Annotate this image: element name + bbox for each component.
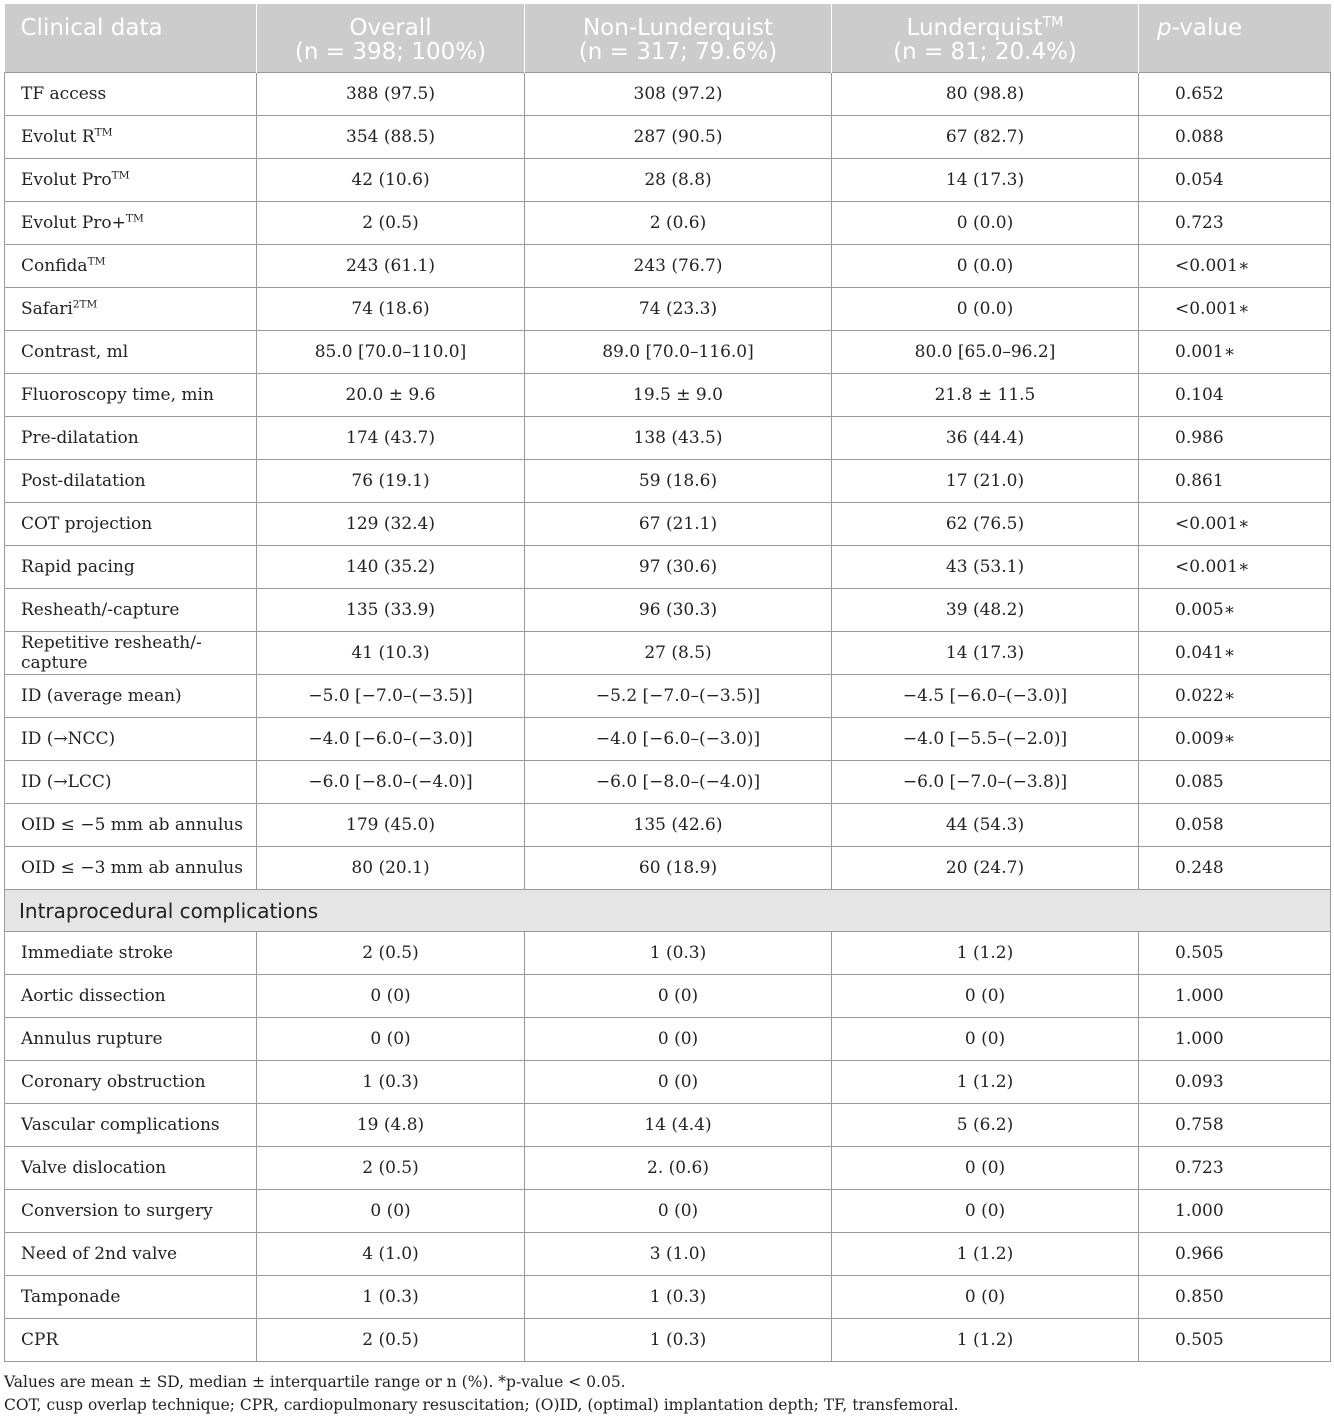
cell-lunderquist: −4.0 [−5.5–(−2.0)] [832, 718, 1139, 761]
cell-p-value: 0.058 [1139, 804, 1331, 847]
table-row [5, 73, 1331, 116]
cell-non-lunderquist: 308 (97.2) [525, 73, 832, 116]
table-row [5, 202, 1331, 245]
cell-non-lunderquist: 138 (43.5) [525, 417, 832, 460]
row-label: COT projection [5, 503, 257, 546]
header-overall-n: (n = 398; 100%) [294, 39, 487, 65]
cell-non-lunderquist: 287 (90.5) [525, 116, 832, 159]
row-label: ID (→LCC) [5, 761, 257, 804]
cell-non-lunderquist: 1 (0.3) [525, 1319, 832, 1362]
cell-lunderquist: 0 (0.0) [832, 288, 1139, 331]
header-row [5, 4, 1331, 73]
cell-p-value: 0.001∗ [1139, 331, 1331, 374]
header-non-lunderquist-n: (n = 317; 79.6%) [578, 39, 778, 65]
cell-overall: 2 (0.5) [257, 932, 525, 975]
cell-overall: 20.0 ± 9.6 [257, 374, 525, 417]
cell-overall: 174 (43.7) [257, 417, 525, 460]
cell-overall: 0 (0) [257, 1018, 525, 1061]
table-row [5, 159, 1331, 202]
row-label: ID (→NCC) [5, 718, 257, 761]
cell-non-lunderquist: 0 (0) [525, 1061, 832, 1104]
cell-non-lunderquist: 74 (23.3) [525, 288, 832, 331]
header-non-lunderquist: Non-Lunderquist (n = 317; 79.6%) [525, 4, 832, 73]
cell-lunderquist: 44 (54.3) [832, 804, 1139, 847]
cell-overall: 388 (97.5) [257, 73, 525, 116]
table-row [5, 1061, 1331, 1104]
table-row [5, 503, 1331, 546]
row-label: CPR [5, 1319, 257, 1362]
row-label: Vascular complications [5, 1104, 257, 1147]
row-label: Annulus rupture [5, 1018, 257, 1061]
table-row [5, 245, 1331, 288]
cell-non-lunderquist: 97 (30.6) [525, 546, 832, 589]
table-row [5, 847, 1331, 890]
table-row [5, 975, 1331, 1018]
cell-lunderquist: 80.0 [65.0–96.2] [832, 331, 1139, 374]
cell-p-value: 0.022∗ [1139, 675, 1331, 718]
cell-overall: 0 (0) [257, 975, 525, 1018]
cell-overall: 80 (20.1) [257, 847, 525, 890]
cell-overall: 76 (19.1) [257, 460, 525, 503]
cell-lunderquist: 67 (82.7) [832, 116, 1139, 159]
row-label: Safari$^{2TM}$ [5, 288, 257, 331]
cell-lunderquist: 0 (0) [832, 1147, 1139, 1190]
cell-non-lunderquist: −6.0 [−8.0–(−4.0)] [525, 761, 832, 804]
footnote-abbreviations: COT, cusp overlap technique; CPR, cardiopulmonary resuscitation; (O)ID, (optimal) implantation depth; TF, transfemoral. [4, 1396, 959, 1414]
cell-overall: 19 (4.8) [257, 1104, 525, 1147]
cell-non-lunderquist: 89.0 [70.0–116.0] [525, 331, 832, 374]
cell-non-lunderquist: 2 (0.6) [525, 202, 832, 245]
cell-lunderquist: 14 (17.3) [832, 159, 1139, 202]
cell-overall: 179 (45.0) [257, 804, 525, 847]
table-row [5, 718, 1331, 761]
cell-non-lunderquist: 67 (21.1) [525, 503, 832, 546]
cell-non-lunderquist: 1 (0.3) [525, 1276, 832, 1319]
section-title: Intraprocedural complications [5, 890, 1331, 932]
table-container [4, 4, 1330, 1417]
cell-lunderquist: 0 (0) [832, 1018, 1139, 1061]
table-row [5, 675, 1331, 718]
section-row [5, 890, 1331, 932]
table-row [5, 1190, 1331, 1233]
cell-non-lunderquist: 59 (18.6) [525, 460, 832, 503]
cell-overall: 0 (0) [257, 1190, 525, 1233]
cell-lunderquist: −6.0 [−7.0–(−3.8)] [832, 761, 1139, 804]
cell-non-lunderquist: 96 (30.3) [525, 589, 832, 632]
cell-lunderquist: 1 (1.2) [832, 1233, 1139, 1276]
cell-non-lunderquist: 0 (0) [525, 975, 832, 1018]
row-label: Confida™ [5, 245, 257, 288]
cell-overall: 243 (61.1) [257, 245, 525, 288]
footnote-values: Values are mean ± SD, median ± interquartile range or n (%). *p-value < 0.05. [4, 1373, 626, 1391]
cell-overall: 140 (35.2) [257, 546, 525, 589]
cell-non-lunderquist: 27 (8.5) [525, 632, 832, 675]
cell-overall: −5.0 [−7.0–(−3.5)] [257, 675, 525, 718]
cell-lunderquist: 43 (53.1) [832, 546, 1139, 589]
cell-overall: 2 (0.5) [257, 1319, 525, 1362]
cell-lunderquist: 17 (21.0) [832, 460, 1139, 503]
header-overall: Overall (n = 398; 100%) [257, 4, 525, 73]
cell-lunderquist: 0 (0) [832, 1276, 1139, 1319]
row-label: Valve dislocation [5, 1147, 257, 1190]
cell-p-value: 0.723 [1139, 202, 1331, 245]
cell-lunderquist: −4.5 [−6.0–(−3.0)] [832, 675, 1139, 718]
cell-lunderquist: 1 (1.2) [832, 1061, 1139, 1104]
row-label: Rapid pacing [5, 546, 257, 589]
header-clinical-data: Clinical data [5, 4, 257, 73]
row-label: OID ≤ −3 mm ab annulus [5, 847, 257, 890]
cell-lunderquist: 21.8 ± 11.5 [832, 374, 1139, 417]
cell-lunderquist: 0 (0.0) [832, 202, 1139, 245]
cell-p-value: 0.652 [1139, 73, 1331, 116]
row-label: Immediate stroke [5, 932, 257, 975]
cell-non-lunderquist: 19.5 ± 9.0 [525, 374, 832, 417]
row-label: OID ≤ −5 mm ab annulus [5, 804, 257, 847]
row-label: Resheath/-capture [5, 589, 257, 632]
table-row [5, 417, 1331, 460]
cell-non-lunderquist: 135 (42.6) [525, 804, 832, 847]
row-label: ID (average mean) [5, 675, 257, 718]
row-label: Repetitive resheath/-capture [5, 632, 257, 675]
cell-lunderquist: 0 (0) [832, 1190, 1139, 1233]
cell-p-value: <0.001∗ [1139, 503, 1331, 546]
cell-lunderquist: 0 (0) [832, 975, 1139, 1018]
cell-p-value: 0.966 [1139, 1233, 1331, 1276]
cell-overall: −6.0 [−8.0–(−4.0)] [257, 761, 525, 804]
row-label: Evolut R™ [5, 116, 257, 159]
table-row [5, 288, 1331, 331]
row-label: Aortic dissection [5, 975, 257, 1018]
cell-p-value: 0.085 [1139, 761, 1331, 804]
cell-p-value: 0.093 [1139, 1061, 1331, 1104]
cell-lunderquist: 1 (1.2) [832, 1319, 1139, 1362]
table-row [5, 589, 1331, 632]
table-row [5, 331, 1331, 374]
cell-overall: 41 (10.3) [257, 632, 525, 675]
table-row [5, 1233, 1331, 1276]
cell-non-lunderquist: −4.0 [−6.0–(−3.0)] [525, 718, 832, 761]
row-label: Conversion to surgery [5, 1190, 257, 1233]
cell-p-value: 0.505 [1139, 1319, 1331, 1362]
table-row [5, 1104, 1331, 1147]
cell-p-value: <0.001∗ [1139, 546, 1331, 589]
cell-lunderquist: 14 (17.3) [832, 632, 1139, 675]
cell-overall: 129 (32.4) [257, 503, 525, 546]
cell-overall: 135 (33.9) [257, 589, 525, 632]
row-label: Need of 2nd valve [5, 1233, 257, 1276]
table-row [5, 460, 1331, 503]
cell-p-value: 0.088 [1139, 116, 1331, 159]
table-row [5, 1018, 1331, 1061]
cell-non-lunderquist: 1 (0.3) [525, 932, 832, 975]
cell-non-lunderquist: 2. (0.6) [525, 1147, 832, 1190]
cell-overall: 2 (0.5) [257, 202, 525, 245]
cell-lunderquist: 80 (98.8) [832, 73, 1139, 116]
row-label: Evolut Pro+™ [5, 202, 257, 245]
row-label: TF access [5, 73, 257, 116]
cell-non-lunderquist: 3 (1.0) [525, 1233, 832, 1276]
cell-p-value: 0.104 [1139, 374, 1331, 417]
cell-lunderquist: 36 (44.4) [832, 417, 1139, 460]
table-row [5, 1147, 1331, 1190]
cell-p-value: 0.005∗ [1139, 589, 1331, 632]
row-label: Fluoroscopy time, min [5, 374, 257, 417]
cell-p-value: 0.861 [1139, 460, 1331, 503]
clinical-data-table [4, 4, 1331, 1362]
cell-p-value: <0.001∗ [1139, 245, 1331, 288]
table-footnotes [4, 1371, 1330, 1417]
cell-p-value: 1.000 [1139, 1190, 1331, 1233]
cell-p-value: 0.505 [1139, 932, 1331, 975]
table-row [5, 932, 1331, 975]
cell-p-value: 0.248 [1139, 847, 1331, 890]
cell-non-lunderquist: 14 (4.4) [525, 1104, 832, 1147]
cell-overall: 354 (88.5) [257, 116, 525, 159]
row-label: Tamponade [5, 1276, 257, 1319]
cell-overall: 2 (0.5) [257, 1147, 525, 1190]
cell-overall: 74 (18.6) [257, 288, 525, 331]
table-row [5, 1276, 1331, 1319]
row-label: Coronary obstruction [5, 1061, 257, 1104]
table-row [5, 546, 1331, 589]
cell-overall: 1 (0.3) [257, 1276, 525, 1319]
row-label: Evolut Pro™ [5, 159, 257, 202]
cell-overall: 42 (10.6) [257, 159, 525, 202]
cell-p-value: 0.723 [1139, 1147, 1331, 1190]
cell-lunderquist: 62 (76.5) [832, 503, 1139, 546]
cell-lunderquist: 5 (6.2) [832, 1104, 1139, 1147]
header-p-value: p-value [1139, 4, 1331, 73]
cell-non-lunderquist: 28 (8.8) [525, 159, 832, 202]
cell-p-value: 0.986 [1139, 417, 1331, 460]
row-label: Pre-dilatation [5, 417, 257, 460]
cell-p-value: <0.001∗ [1139, 288, 1331, 331]
cell-non-lunderquist: 60 (18.9) [525, 847, 832, 890]
table-row [5, 632, 1331, 675]
cell-non-lunderquist: 243 (76.7) [525, 245, 832, 288]
header-lunderquist-n: (n = 81; 20.4%) [893, 39, 1077, 65]
cell-non-lunderquist: 0 (0) [525, 1018, 832, 1061]
cell-non-lunderquist: 0 (0) [525, 1190, 832, 1233]
cell-p-value: 0.041∗ [1139, 632, 1331, 675]
header-lunderquist: Lunderquist™ (n = 81; 20.4%) [832, 4, 1139, 73]
cell-overall: 85.0 [70.0–110.0] [257, 331, 525, 374]
cell-lunderquist: 1 (1.2) [832, 932, 1139, 975]
row-label: Post-dilatation [5, 460, 257, 503]
table-row [5, 1319, 1331, 1362]
cell-lunderquist: 39 (48.2) [832, 589, 1139, 632]
cell-p-value: 0.054 [1139, 159, 1331, 202]
cell-overall: 4 (1.0) [257, 1233, 525, 1276]
cell-overall: −4.0 [−6.0–(−3.0)] [257, 718, 525, 761]
cell-lunderquist: 0 (0.0) [832, 245, 1139, 288]
table-row [5, 116, 1331, 159]
cell-lunderquist: 20 (24.7) [832, 847, 1139, 890]
cell-p-value: 1.000 [1139, 975, 1331, 1018]
cell-p-value: 1.000 [1139, 1018, 1331, 1061]
table-row [5, 374, 1331, 417]
cell-overall: 1 (0.3) [257, 1061, 525, 1104]
cell-p-value: 0.009∗ [1139, 718, 1331, 761]
table-row [5, 804, 1331, 847]
cell-p-value: 0.758 [1139, 1104, 1331, 1147]
row-label: Contrast, ml [5, 331, 257, 374]
cell-p-value: 0.850 [1139, 1276, 1331, 1319]
cell-non-lunderquist: −5.2 [−7.0–(−3.5)] [525, 675, 832, 718]
table-row [5, 761, 1331, 804]
